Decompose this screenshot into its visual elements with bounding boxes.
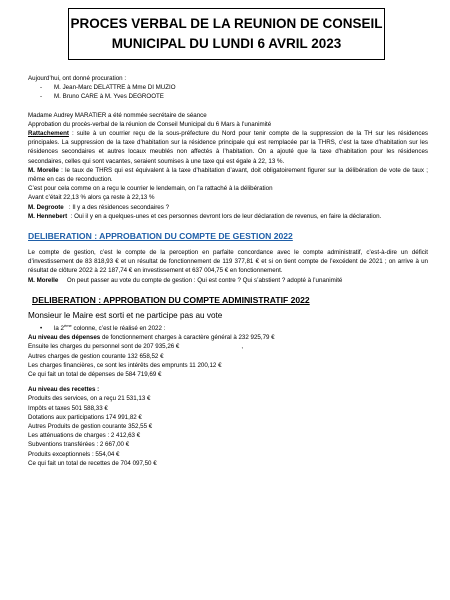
reconduit-line: C’est pour cela comme on a reçu le courrier le lendemain, on l’a rattaché à la délibération xyxy=(28,185,273,193)
depenses-personnel-line: Ensuite les charges du personnel sont de 207 935,26 € , xyxy=(28,343,244,351)
speaker-label: M. Hennebert xyxy=(28,212,68,220)
rattachement-label: Rattachement xyxy=(28,130,69,138)
recettes-total-line: Ce qui fait un total de recettes de 704 097,50 € xyxy=(28,459,157,467)
document-body xyxy=(28,74,428,468)
recettes-line: Dotations aux participations 174 991,82 € xyxy=(28,413,142,421)
morelle-vote-line: M. Morelle On peut passer au vote du compte de gestion : Qui est contre ? Qui s’abstient ? adopté à l’unanimité xyxy=(28,276,343,284)
colonne-bullet: • la 2ème colonne, c’est le réalisé en 2022 : xyxy=(40,322,166,332)
avant-line: Avant c’était 22,13 % alors ça reste à 22,13 % xyxy=(28,194,155,202)
depenses-label: Au niveau des dépenses xyxy=(28,334,101,342)
recettes-line: Subventions transférées : 2 667,00 € xyxy=(28,441,130,449)
document-title xyxy=(68,8,385,60)
recettes-line: Produits exceptionnels : 554,04 € xyxy=(28,450,120,458)
procuration-intro: Aujourd’hui, ont donné procuration : xyxy=(28,75,127,82)
recettes-label: Au niveau des recettes : xyxy=(28,386,100,394)
speaker-label: M. Degroote xyxy=(28,203,64,211)
section-title-compte-gestion: DELIBERATION : APPROBATION DU COMPTE DE GESTION 2022 xyxy=(28,231,293,242)
procuration-item: - M. Bruno CARE à M. Yves DEGROOTE xyxy=(40,93,164,101)
rattachement-paragraph: Rattachement : suite à un courrier reçu de la sous-préfecture du Nord pour tenir compte de la suppression de la TH sur les résidences principales. La suppression de la taxe d’habitation sur la résidence principale qui est remplacée par la THRS, c’est la taxe d’habitation sur les résidences secondaires et autres locaux meublés non affectés à l’habitation. On a ajouté que la taxe d’habitation pour les résidences secondaires, celles qui sont vacantes, seraient soumises à une taxe qui est égale à 22, 13 %. xyxy=(28,130,428,165)
compte-gestion-paragraph: Le compte de gestion, c’est le compte de la perception en parfaite concordance avec le compte administratif, c’est-à-dire un déficit d’investissement de 83 818,93 € et un résultat de fonctionnement de 119 377,81 € et si on tient compte de l’excédent de 2021 ; on arrive à un résultat de clôture 2022 à 22 187,74 € en investissement et 637 004,75 € en fonctionnement. xyxy=(28,249,428,275)
degroote-line: M. Degroote : Il y a des résidences secondaires ? xyxy=(28,203,170,211)
depenses-line: Au niveau des dépenses de fonctionnement charges à caractère général à 232 925,79 € xyxy=(28,334,275,342)
speaker-label: M. Morelle xyxy=(28,166,59,174)
recettes-line: Produits des services, on a reçu 21 531,13 € xyxy=(28,395,151,403)
title-line-1: PROCES VERBAL DE LA REUNION DE CONSEIL xyxy=(70,16,383,31)
recettes-line: Impôts et taxes 501 588,33 € xyxy=(28,404,108,412)
secretaire-line: Madame Audrey MARATIER a été nommée secrétaire de séance xyxy=(28,111,207,119)
depenses-financieres-line: Les charges financières, ce sont les intérêts des emprunts 11 200,12 € xyxy=(28,361,222,369)
title-line-2: MUNICIPAL DU LUNDI 6 AVRIL 2023 xyxy=(111,36,342,51)
approbation-line: Approbation du procès-verbal de la réunion de Conseil Municipal du 6 Mars à l’unanimité xyxy=(28,120,272,128)
maire-sorti-heading: Monsieur le Maire est sorti et ne participe pas au vote xyxy=(28,310,223,320)
speaker-label: M. Morelle xyxy=(28,276,59,284)
section-title-compte-administratif: DELIBERATION : APPROBATION DU COMPTE ADMINISTRATIF 2022 xyxy=(32,294,310,305)
hennebert-paragraph: M. Hennebert : Oui il y en a quelques-unes et ces personnes devront lors de leur déclaration de revenus, en faire la déclaration. xyxy=(28,212,382,220)
depenses-total-line: Ce qui fait un total de dépenses de 584 719,69 € xyxy=(28,370,162,378)
depenses-autres-line: Autres charges de gestion courante 132 658,52 € xyxy=(28,352,164,360)
procuration-item: - M. Jean-Marc DELATTRE à Mme DI MUZIO xyxy=(40,84,176,92)
recettes-line: Autres Produits de gestion courante 352,55 € xyxy=(28,422,153,430)
recettes-line: Les atténuations de charges : 2 412,63 € xyxy=(28,432,141,440)
morelle-paragraph: M. Morelle : le taux de THRS qui est équivalent à la taxe d’habitation d’avant, doit obligatoirement figurer sur la délibération de vote de taux ; même en cas de reconduction. xyxy=(28,166,428,184)
